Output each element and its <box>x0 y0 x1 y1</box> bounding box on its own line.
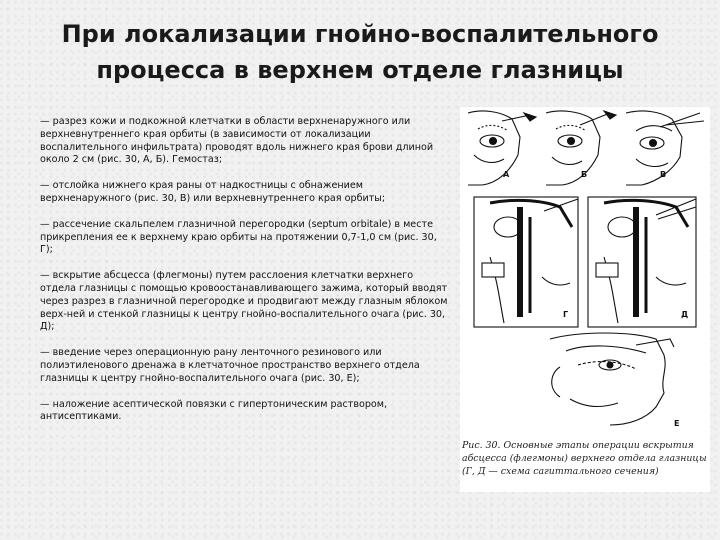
figure-caption: Рис. 30. Основные этапы операции вскрытия абсцесса (флегмоны) верхнего отдела глазницы (Г, Д — схема сагиттального сечения) <box>462 440 707 477</box>
panel-label-v: В <box>660 170 667 179</box>
slide-title: При локализации гнойно-воспалительного процесса в верхнем отделе глазницы <box>61 20 659 84</box>
step-paragraph: — разрез кожи и подкожной клетчатки в области верхненаружного или верхневнутреннего края орбиты (в зависимости от локализации воспалительного инфильтрата) проводят вдоль нижнего края брови длиной около 2 см (рис. 30, А, Б). Гемостаз; <box>40 116 434 166</box>
surgical-figure <box>460 107 710 492</box>
surgery-illustration <box>460 107 710 437</box>
panel-g-drawing <box>474 197 578 327</box>
step-paragraph: — отслойка нижнего края раны от надкостницы с обнажением верхненаружного (рис. 30, В) или верхневнутреннего края орбиты; <box>40 180 386 204</box>
panel-label-a: А <box>503 170 510 179</box>
panel-e-drawing <box>550 333 674 425</box>
step-paragraph: — наложение асептической повязки с гипертоническим раствором, антисептиками. <box>40 398 388 423</box>
step-paragraph: — вскрытие абсцесса (флегмоны) путем расслоения клетчатки верхнего отдела глазницы с помощью кровоостанавливающего зажима, который вводят через разрез в глазничной перегородке и продвигают между глазным яблоком верх-ней и стенкой глазницы к центру гнойно-воспалительного очага (рис. 30, Д); <box>40 270 448 333</box>
panel-label-b: Б <box>581 170 588 179</box>
panel-a-drawing <box>468 111 536 185</box>
panel-d-drawing <box>588 197 696 327</box>
step-paragraph: — рассечение скальпелем глазничной перегородки (septum orbitale) в месте прикрепления ее к верхнему краю орбиты на протяжении 0,7-1,0 см (рис. 30, Г); <box>40 218 437 256</box>
procedure-steps <box>40 116 450 437</box>
step-paragraph: — введение через операционную рану ленточного резинового или полиэтиленового дренажа в клетчаточное пространство верхнего отдела глазницы к центру гнойно-воспалительного очага (рис. 30, Е); <box>40 347 420 384</box>
panel-label-g: Г <box>563 310 569 319</box>
panel-label-d: Д <box>681 310 689 319</box>
panel-label-e: Е <box>674 419 680 428</box>
